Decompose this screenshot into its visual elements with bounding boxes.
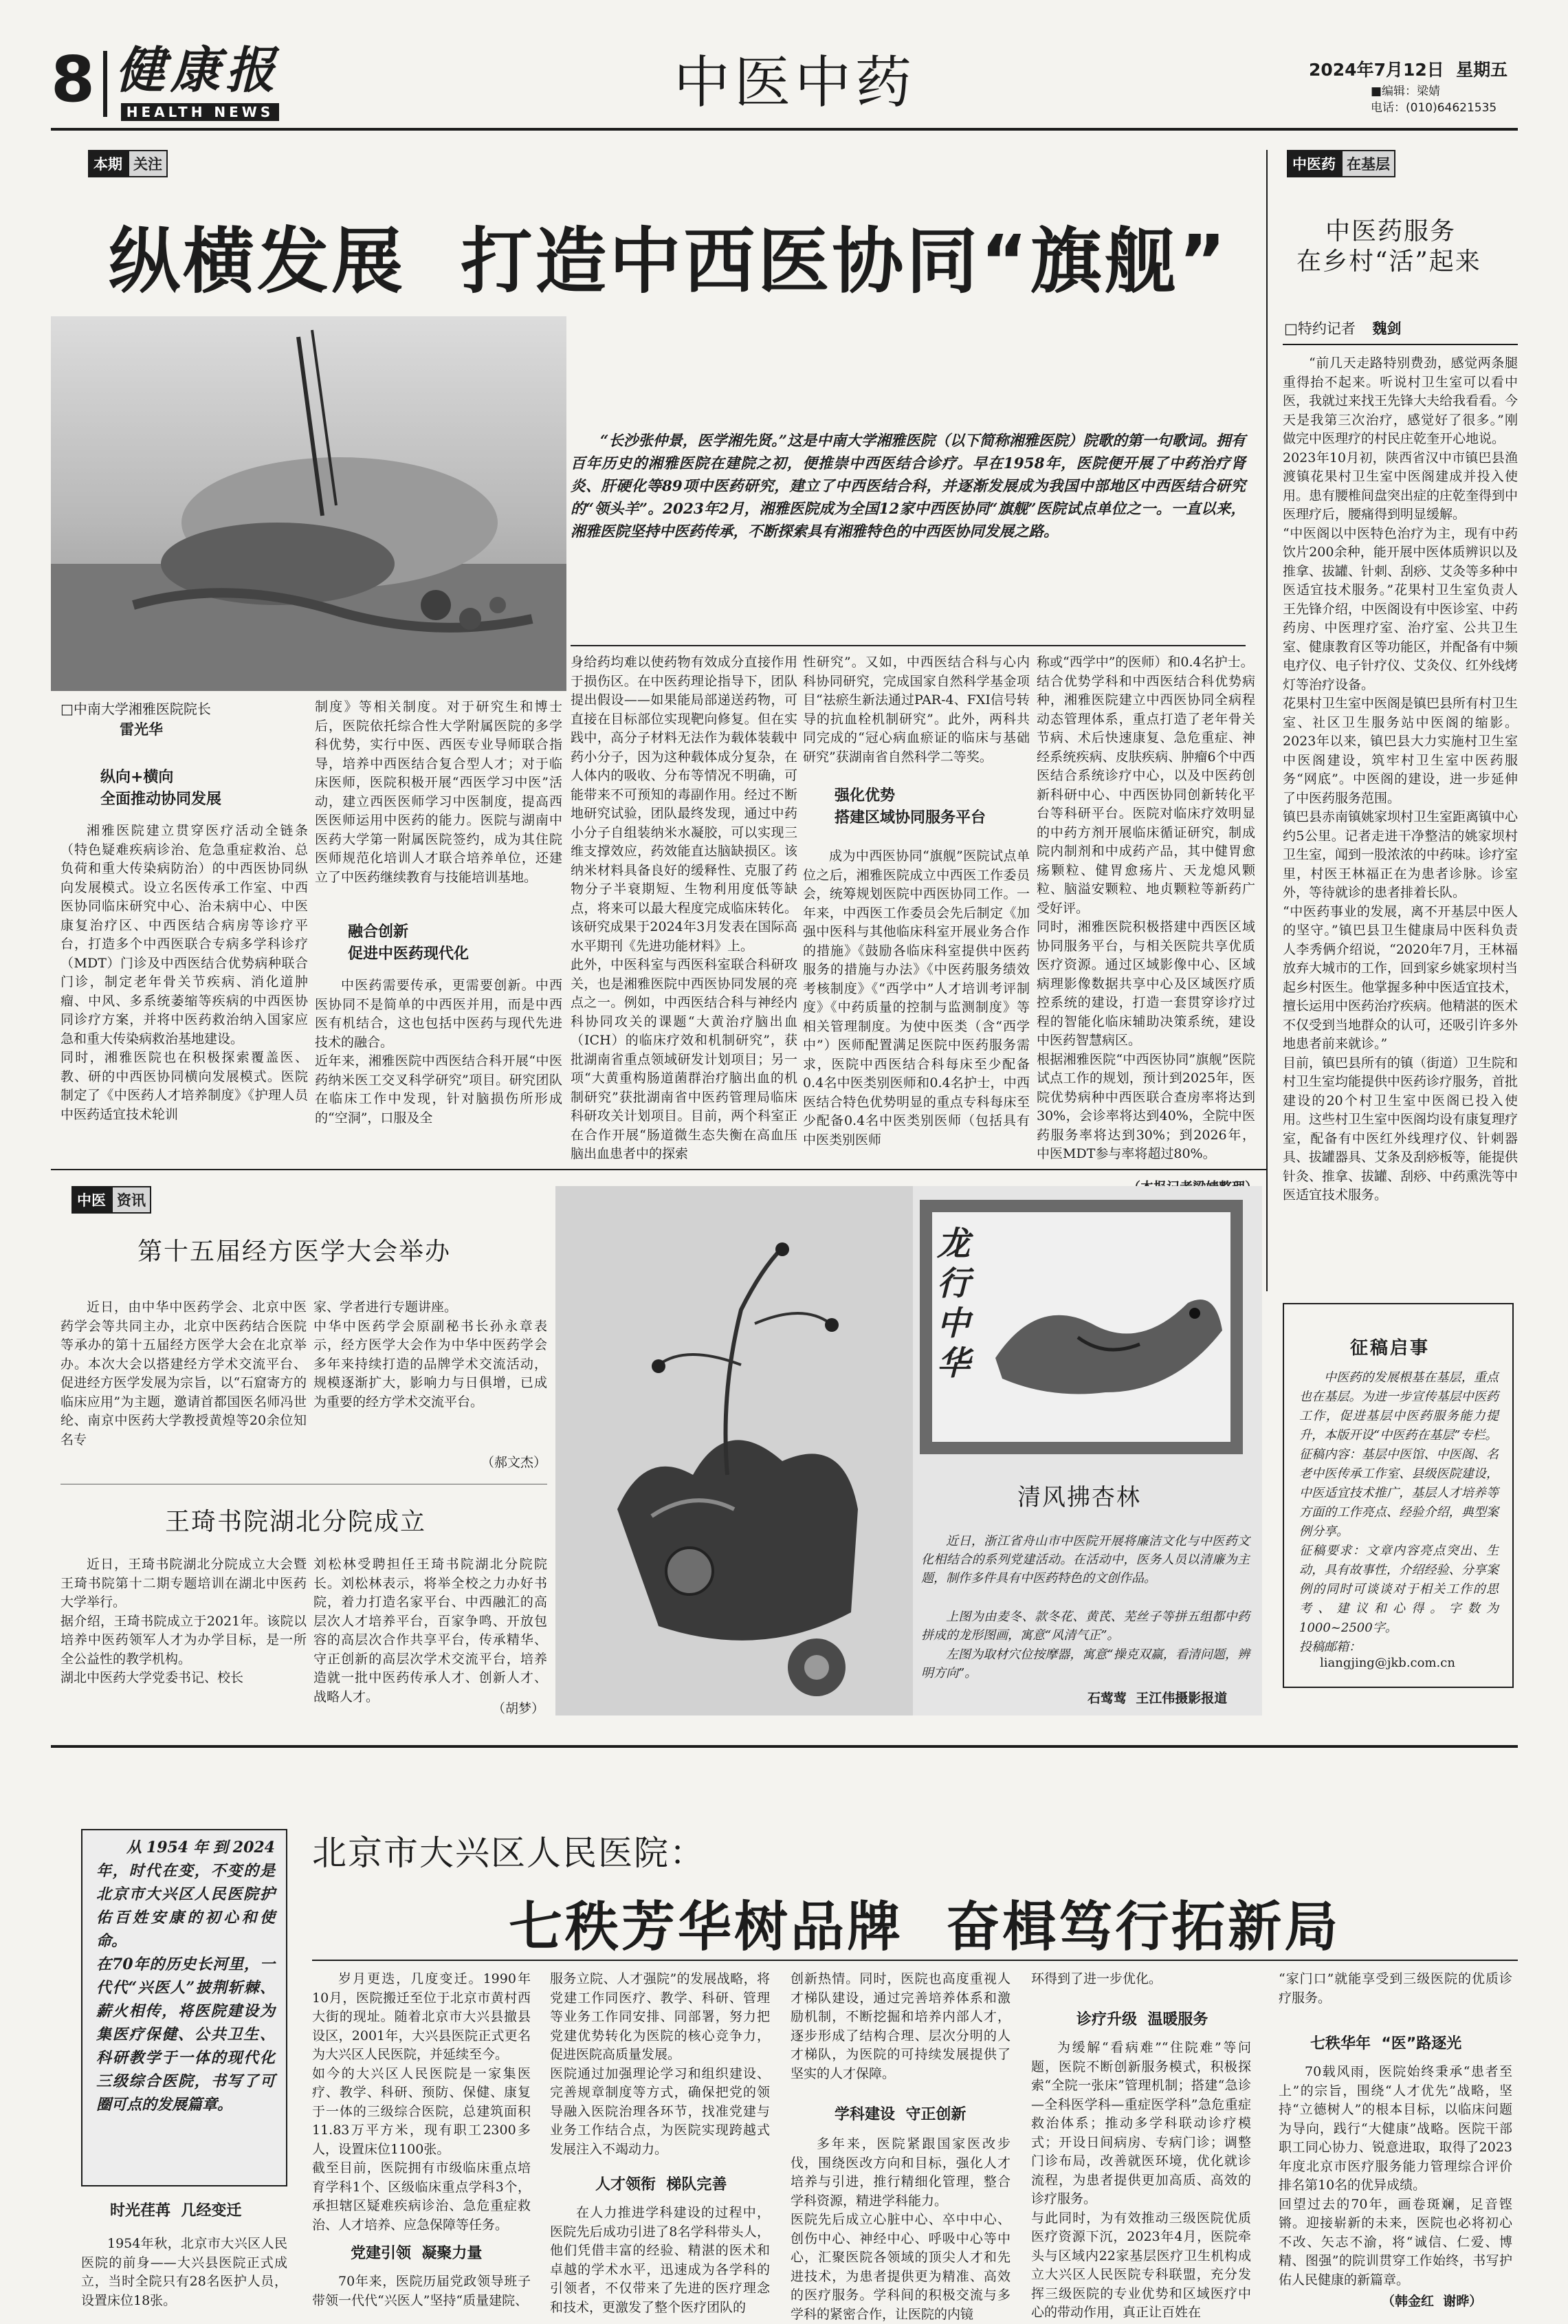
side-title-1: 中医药服务 (1325, 217, 1457, 245)
call-text: 中医药的发展根基在基层，重点也在基层。为进一步宣传基层中医药工作，促进基层中医药服务能力提升，本版开设“中医药在基层”专栏。 征稿内容：基层中医馆、中医阁、名老中医传承工作室、县级医院建设，中医适宜技术推广，基层人才培养等方面的工作亮点、经验介绍，典型案例分享。 征稿要求：文章内容亮点突出、生动，具有故事性，介绍经验、分享案例的同时可谈谈对于相关工作的思考、建议和心得。字数为1000~2500字。 投稿邮箱： (1299, 1370, 1499, 1654)
daxing-sidebar-subhead: 时光荏苒 几经变迁 (110, 2202, 242, 2219)
art-caption-3: 左图为取材穴位按摩器，寓意“操克双赢，看清问题，辨明方向”。 (921, 1647, 1250, 1680)
news-item-2-col-2: 刘松林受聘担任王琦书院湖北分院院长。刘松林表示，将举全校之力办好书院，着力打造名家平台、中西融汇的高层次人才培养平台，百家争鸣、开放包容的高层次合作共享平台，传承精华、守正创新的高层次学术交流平台，培养造就一批中医药传承人才、创新人才、战略人才。 (313, 1557, 547, 1704)
side-byline-name: 魏剑 (1372, 320, 1402, 337)
daxing-col-2-end: 在人力推进学科建设的过程中，医院先后成功引进了8名学科带头人，他们凭借丰富的经验、精湛的医术和卓越的学术水平，迅速成为各学科的引领者，不仅带来了先进的医疗理念和技术，更激发了整个医疗团队的 (550, 2205, 770, 2315)
lead-tag (88, 150, 168, 177)
daxing-col-5-top: “家门口”就能享受到三级医院的优质诊疗服务。 (1279, 1971, 1512, 2006)
daxing-headline-rule (312, 1960, 1518, 1961)
lead-col-2-top: 制度》等相关制度。对于研究生和博士后，医院依托综合性大学附属医院的多学科优势，实行中医、西医专业导师联合指导，培养中西医结合复合型人才；对于临床医师，医院积极开展“西医学习中医”活动，建立西医医师学习中医制度，提高西医医师运用中医药的能力。医院与湖南中医药大学第一附属医院签约，成为其住院医师规范化培训人才联合培养单位，还建立了中医药继续教育与技能培训基地。 (315, 699, 562, 885)
side-tag-label: 中医药 (1287, 150, 1341, 177)
news-tag (71, 1186, 151, 1214)
daxing-col-4: 为缓解“看病难”“住院难”等问题，医院不断创新服务模式，积极探索“全院一张床”管理机制；搭建“急诊—全科医学科—重症医学科”急危重症救治体系；推动多学科联动诊疗模式；开设日间病房、专病门诊；调整门诊布局，改善就医环境，优化就诊流程，为患者提供更加高质、高效的诊疗服务。 与此同时，为有效推动三级医院优质医疗资源下沉，2023年4月，医院牵头与区域内22家基层医疗卫生机构成立大兴区人民医院专科联盟，充分发挥三级医院的专业优势和区域医疗中心的带动作用，真正让百姓在 (1031, 2040, 1251, 2320)
lead-tag-topic: 关注 (128, 150, 168, 177)
lead-subhead-1 (100, 767, 221, 811)
call-title: 征稿启事 (1350, 1338, 1431, 1359)
issue-date: 2024年7月12日 星期五 (1309, 60, 1508, 80)
masthead-rule (51, 128, 1518, 131)
lead-subhead-1a: 纵向+横向 (100, 769, 174, 786)
side-byline (1284, 318, 1402, 338)
lead-subhead-2b: 促进中医药现代化 (348, 945, 470, 963)
daxing-subhead-5: 七秩华年 “医”路逐光 (1310, 2035, 1462, 2052)
side-body: “前几天走路特别费劲，感觉两条腿重得抬不起来。听说村卫生室可以看中医，我就过来找王先锋大夫给我看看。今天是我第三次治疗，感觉好了很多。”刚做完中医理疗的村民庄乾奎开心地说。 2023年10月初，陕西省汉中市镇巴县渔渡镇花果村卫生室中医阁建成并投入使用。患有腰椎间盘突出症的庄乾奎得到中医理疗后，腰痛得到明显缓解。 “中医阁以中医特色治疗为主，现有中药饮片200余种，能开展中医体质辨识以及推拿、拔罐、针刺、刮痧、艾灸等多种中医适宜技术服务。”花果村卫生室负责人王先锋介绍，中医阁设有中医诊室、中药药房、中医理疗室、治疗室、公共卫生室、健康教育区等功能区，并配备有中频电疗仪、电子针疗仪、艾灸仪、红外线烤灯等治疗设备。 花果村卫生室中医阁是镇巴县所有村卫生室、社区卫生服务站中医阁的缩影。2023年以来，镇巴县大力实施村卫生室中医阁建设，筑牢村卫生室中医药服务“网底”。中医阁的建设，进一步延伸了中医药服务范围。 镇巴县赤南镇姚家坝村卫生室距离镇中心约5公里。记者走进干净整洁的姚家坝村卫生室，闻到一股浓浓的中药味。诊疗室里，村医王林福正在为患者诊脉。诊室外，等待就诊的患者排着长队。 “中医药事业的发展，离不开基层中医人的坚守。”镇巴县卫生健康局中医科负责人李秀俩介绍说，“2020年7月，王林福放弃大城市的工作，回到家乡姚家坝村当起乡村医生。他掌握多种中医适宜技术，擅长运用中医药治疗疾病。他精湛的医术不仅受到当地群众的认可，还吸引许多外地患者前来就诊。” 目前，镇巴县所有的镇（街道）卫生院和村卫生室均能提供中医药诊疗服务，首批建设的20个村卫生室中医阁已投入使用。这些村卫生室中医阁均设有康复理疗室，配备有中医红外线理疗仪、针刺器具、拔罐器具、艾条及刮痧板等，能提供针灸、推拿、拔罐、刮痧、中药熏洗等中医适宜技术服务。 (1283, 355, 1519, 1203)
news-item-2-col-1: 近日，王琦书院湖北分院成立大会暨王琦书院第十二期专题培训在湖北中医药大学举行。 据介绍，王琦书院成立于2021年。该院以培养中医药领军人才为办学目标，是一所全公益性的教学机构。 湖北中医药大学党委书记、校长 (60, 1557, 307, 1685)
lead-col-4-bottom: 成为中西医协同“旗舰”医院试点单位之后，湘雅医院成立中西医工作委员会，统筹规划医院中西医协同工作。一年来，中西医工作委员会先后制定《加强中医科与其他临床科室开展业务合作的措施》《鼓励各临床科室提供中医药服务的措施与办法》《中医药服务绩效考核制度》《“西学中”人才培训考评制度》《中药质量的控制与监测制度》等相关管理制度。为使中医类（含“西学中”）医师配置满足医院中医药服务需求，医院中西医结合科每床至少配备0.4名中医类别医师和0.4名护士，中西医结合特色优势明显的重点专科每床至少配备0.4名中医类别医师（包括具有中医类别医师 (803, 848, 1030, 1148)
lead-subhead-3b: 搭建区域协同服务平台 (835, 809, 986, 826)
section-title: 中医中药 (674, 50, 916, 116)
art-credit: 石莺莺 王江伟摄影报道 (1087, 1691, 1228, 1706)
daxing-col-1-end: 70年来，医院历届党政领导班子带领一代代“兴医人”坚持“质量建院、 (312, 2274, 531, 2308)
daxing-subhead-2: 人才领衔 梯队完善 (595, 2176, 727, 2193)
lead-subhead-1b: 全面推动协同发展 (100, 791, 222, 808)
news-item-1-title: 第十五届经方医学大会举办 (137, 1238, 452, 1266)
lead-col-4-top: 性研究”。又如，中西医结合科与心内科协同研究，完成国家自然科学基金项目“祛瘀生新法通过PAR-4、FXI信号转导的抗血栓机制研究”。此外，两科共同完成的“冠心病血瘀证的临床与基础研究”获湖南省自然科学二等奖。 (803, 655, 1030, 765)
daxing-subhead-4: 诊疗升级 温暖服务 (1076, 2011, 1208, 2028)
lead-headline: 纵横发展 打造中西医协同“旗舰” (109, 219, 1229, 303)
side-byline-label: □特约记者 (1284, 320, 1356, 337)
lead-col-3: 身给药均难以使药物有效成分直接作用于损伤区。在中医药理论指导下，团队提出假设——如果能局部递送药物，可直接在目标部位实现靶向修复。但在实践中，高分子材料无法作为载体装载中药小分子，因为这种载体成分复杂，在人体内的吸收、分布等情况不明确，可能带来不可预知的毒副作用。经过不断地研究试验，团队最终发现，通过中药小分子自组装纳米水凝胶，可以实现三维支撑效应，药效能直达脑缺损区。该纳米材料具备良好的缓释性、克服了药物分子半衰期短、生物利用度低等缺点，将来可以最大程度完成临床转化。该研究成果于2024年3月发表在国际高水平期刊《先进功能材料》上。 此外，中医科室与西医科室联合科研攻关，也是湘雅医院中西医协同发展的亮点之一。例如，中西医结合科与神经内科协同攻关的课题“大黄治疗脑出血（ICH）的临床疗效和机制研究”，获批湖南省重点领域研发计划项目；另一项“大黄重构肠道菌群治疗脑出血的机制研究”获批湖南省中医药管理局临床科研攻关计划项目。目前，两个科室正在合作开展“肠道微生态失衡在高血压脑出血患者中的探索 (571, 655, 797, 1161)
lead-col-2-bottom: 中医药需要传承，更需要创新。中西医协同不是简单的中西医并用，而是中西医有机结合，这也包括中医药与现代先进技术的融合。 近年来，湘雅医院中西医结合科开展“中医药纳米医工交叉科学研究”项目。研究团队在临床工作中发现，针对脑损伤所形成的“空洞”，口服及全 (315, 978, 562, 1126)
pulse-diagnosis-illustration (51, 316, 566, 691)
side-tag (1287, 150, 1395, 177)
daxing-sign: （韩金红 谢晔） (1382, 2294, 1483, 2309)
call-email: liangjing@jkb.com.cn (1320, 1656, 1455, 1670)
lead-subhead-3 (835, 785, 986, 829)
lead-byline-name: 雷光华 (120, 721, 163, 738)
lead-photo (51, 316, 566, 691)
lead-intro: “长沙张仲景，医学湘先贤。”这是中南大学湘雅医院（以下简称湘雅医院）院歌的第一句歌词。拥有百年历史的湘雅医院在建院之初，便推崇中西医结合诊疗。早在1958年，医院便开展了中药治疗肾炎、肝硬化等89项中医药研究，建立了中西医结合科，并逐渐发展成为我国中部地区中西医结合研究的“领头羊”。2023年2月，湘雅医院成为全国12家中西医协同“旗舰”医院试点单位之一。一直以来，湘雅医院坚持中医药传承，不断探索具有湘雅特色的中西医协同发展之路。 (571, 432, 1246, 540)
news-item-2-sign: （胡梦） (492, 1701, 545, 1716)
art-title: 清风拂杏林 (1017, 1484, 1141, 1511)
editor-phone: 电话：(010)64621535 (1371, 101, 1497, 115)
daxing-subhead-1: 党建引领 凝聚力量 (351, 2245, 483, 2262)
side-tag-topic: 在基层 (1341, 150, 1395, 177)
daxing-col-5: 70载风雨，医院始终秉承“患者至上”的宗旨，围绕“人才优先”战略，坚持“立德树人”的根本目标，以临床问题为导向，践行“大健康”战略。医院干部职工同心协力、锐意进取，取得了2023年度北京市医疗服务能力管理综合评价排名第10名的优异成绩。 回望过去的70年，画卷斑斓，足音铿锵。迎接崭新的未来，医院也必将初心不改、矢志不渝，将“诚信、仁爱、博精、图强”的院训贯穿工作始终，书写护佑人民健康的新篇章。 (1279, 2064, 1512, 2288)
news-item-2-title: 王琦书院湖北分院成立 (165, 1508, 427, 1536)
daxing-headline: 七秩芳华树品牌 奋楫笃行拓新局 (509, 1896, 1341, 1958)
daxing-subhead-3: 学科建设 守正创新 (835, 2106, 967, 2123)
daxing-col-1: 岁月更迭，几度变迁。1990年10月，医院搬迁至位于北京市黄村西大街的现址。随着北京市大兴县撤县设区，2001年，大兴县医院正式更名为大兴区人民医院，并延续至今。 如今的大兴区人民医院是一家集医疗、教学、科研、预防、保健、康复于一体的三级综合医院，总建筑面积11.83万平方米，现有职工2300多人，设置床位1100张。 截至目前，医院拥有市级临床重点培育学科1个、区级临床重点学科3个，承担辖区疑难疾病诊治、急危重症救治、人才培养、应急保障等任务。 (312, 1971, 531, 2233)
bottom-top-rule (51, 1745, 1518, 1748)
daxing-sidebar-text: 从1954年到2024年，时代在变，不变的是北京市大兴区人民医院护佑百姓安康的初心和使命。 在70年的历史长河里，一代代“兴医人”披荆斩棘、薪火相传，将医院建设为集医疗保健、公共卫生、科研教学于一体的现代化三级综合医院，书写了可圈可点的发展篇章。 (96, 1839, 275, 2114)
art-caption-1: 近日，浙江省舟山市中医院开展将廉洁文化与中医药文化相结合的系列党建活动。在活动中，医务人员以清廉为主题，制作多件具有中医药特色的文创作品。 (921, 1534, 1250, 1586)
page-number: 8 (51, 43, 96, 116)
side-byline-rule (1283, 344, 1518, 345)
news-top-rule (51, 1169, 1266, 1170)
news-item-1-sign: （郝文杰） (481, 1455, 547, 1470)
news-tag-label: 中医 (71, 1186, 111, 1214)
daxing-sidebar-subtext: 1954年秋，北京市大兴区人民医院的前身——大兴县医院正式成立，当时全院只有28名医护人员，设置床位18张。 (81, 2236, 287, 2308)
lead-subhead-2a: 融合创新 (348, 923, 409, 941)
side-title-2: 在乡村“活”起来 (1296, 248, 1481, 276)
daxing-col-2: 服务立院、人才强院”的发展战略，将党建工作同医疗、教学、科研、管理等业务工作同安排、同部署，努力把党建优势转化为医院的核心竞争力，促进医院高质量发展。 医院通过加强理论学习和组织建设、完善规章制度等方式，确保把党的领导融入医院治理各环节，找准党建与业务工作结合点，为医院实现跨越式发展注入不竭动力。 (550, 1971, 770, 2157)
lead-subhead-3a: 强化优势 (835, 787, 896, 804)
news-item-1-col-2: 家、学者进行专题讲座。 中华中医药学会原副秘书长孙永章表示，经方医学大会作为中华中医药学会多年来持续打造的品牌学术交流活动，规模逐渐扩大，影响力与日俱增，已成为重要的经方学术交流平台。 (313, 1300, 547, 1410)
lead-tag-label: 本期 (88, 150, 128, 177)
editor-credit: ■编辑：梁婧 (1371, 85, 1441, 98)
side-divider (1266, 150, 1268, 1291)
paper-name-en: HEALTH NEWS (121, 103, 279, 121)
lead-byline-org: □中南大学湘雅医院院长 (60, 701, 211, 717)
news-tag-topic: 资讯 (111, 1186, 151, 1214)
daxing-col-4-top: 环得到了进一步优化。 (1031, 1971, 1162, 1986)
lead-col-1: 湘雅医院建立贯穿医疗活动全链条（特色疑难疾病诊治、危急重症救治、总负荷和重大传染病防治）的中西医协同纵向发展模式。设立名医传承工作室、中西医协同临床研究中心、治未病中心、中医康复治疗区、中西医结合病房等诊疗平台，打造多个中西医联合专病多学科诊疗（MDT）门诊及中西医结合优势病种联合门诊，制定老年骨关节疾病、消化道肿瘤、中风、多系统萎缩等疾病的中西医协同诊疗方案，并将中医药救治纳入国家应急和重大传染病救治基地建设。 同时，湘雅医院也在积极探索覆盖医、教、研的中西医协同横向发展模式。医院制定了《中医药人才培养制度》《护理人员中医药适宜技术轮训 (60, 823, 308, 1122)
daxing-kicker: 北京市大兴区人民医院： (312, 1833, 705, 1873)
paper-name: 健康报 (115, 41, 281, 99)
art-caption-2: 上图为由麦冬、款冬花、黄芪、芜丝子等拼五组都中药拼成的龙形图画，寓意“风清气正”。 (921, 1610, 1250, 1643)
lead-col-5: 称或“西学中”的医师）和0.4名护士。 结合优势学科和中西医结合科优势病种，湘雅医院建立中西医协同全病程动态管理体系，重点打造了老年骨关节病、术后快速康复、急危重症、神经系统疾病、皮肤疾病、肿瘤6个中西医结合系统诊疗中心，以及中医药创新科研中心、中西医协同创新转化平台等科研平台。医院对临床疗效明显的中药方剂开展临床循证研究，制成院内制剂和中成药产品，其中健胃愈疡颗粒、健胃愈疡片、天龙熄风颗粒、脑溢安颗粒、地贞颗粒等新药广受好评。 同时，湘雅医院积极搭建中西医区域协同服务平台，与相关医院共享优质医疗资源。通过区域影像中心、区域病理影像数据共享中心及区域医疗质控系统的建设，打造一套贯穿诊疗过程的智能化临床辅助决策系统，建设中医药智慧病区。 根据湘雅医院“中西医协同”旗舰”医院试点工作的规划，预计到2025年，医院优势病种中西医联合查房率将达到30%，会诊率将达到40%，全院中医药服务率将达到30%；到2026年，中医MDT参与率将超过80%。 (1037, 655, 1255, 1161)
masthead-divider-vertical (103, 51, 107, 117)
daxing-col-3: 创新热情。同时，医院也高度重视人才梯队建设，通过完善培养体系和激励机制，不断挖掘和培养内部人才，逐步形成了结构合理、层次分明的人才梯队，为医院的可持续发展提供了坚实的人才保障。 (791, 1971, 1011, 2081)
art-calligraphy: 龙行中华 (937, 1225, 971, 1383)
news-item-1-col-1: 近日，由中华中医药学会、北京中医药学会等共同主办，北京中医药结合医院等承办的第十五届经方医学大会在北京举办。本次大会以搭建经方学术交流平台、促进经方医学发展为宗旨，以“石窟寄方的临床应用”为主题，邀请首都国医名师冯世纶、南京中医药大学教授黄煌等20余位知名专 (60, 1300, 307, 1447)
intro-rule (571, 645, 1246, 646)
daxing-col-3-end: 多年来，医院紧跟国家医改步伐，围绕医改方向和目标，强化人才培养与引进，推行精细化管理，整合学科资源，精进学科能力。 医院先后成立心脏中心、卒中中心、创伤中心、神经中心、呼吸中心等中心，汇聚医院各领域的顶尖人才和先进技术，为患者提供更为精准、高效的医疗服务。学科间的积极交流与多学科的紧密合作，让医院的内镜 (791, 2136, 1011, 2322)
lead-subhead-2 (348, 921, 469, 965)
